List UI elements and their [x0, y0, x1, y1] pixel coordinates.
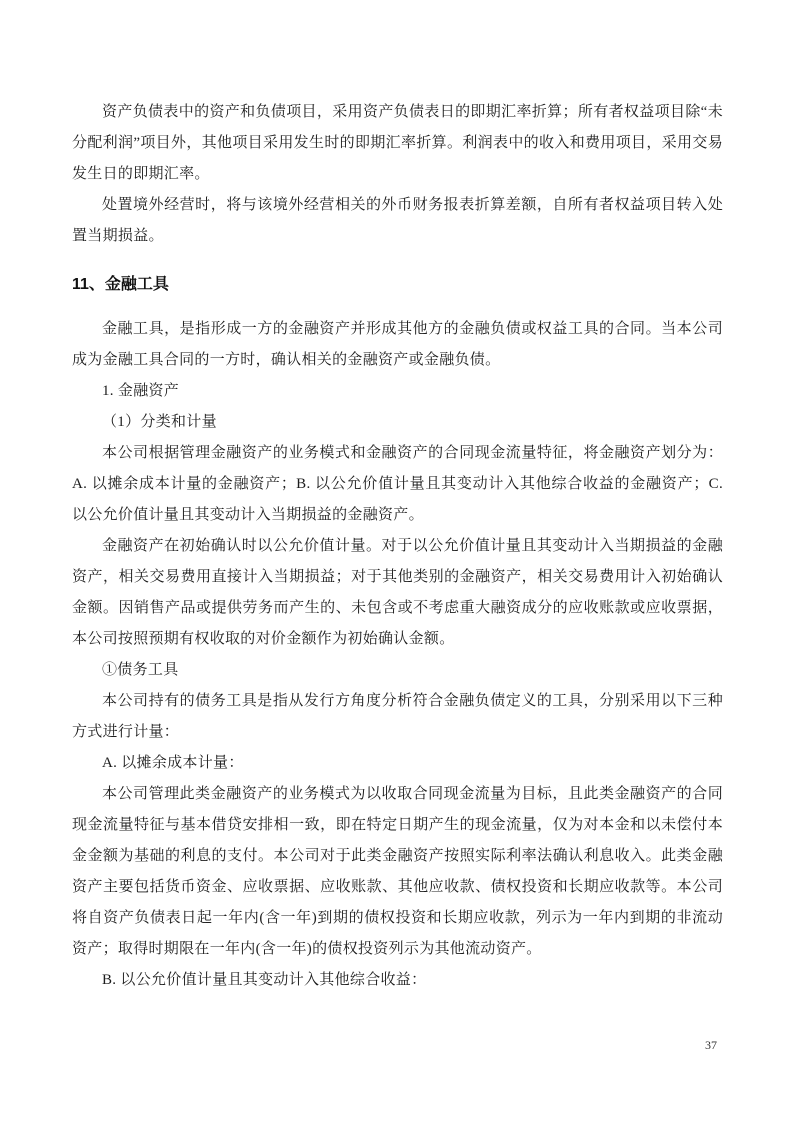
subsection-label: 1. 金融资产: [102, 383, 180, 399]
body-paragraph: 本公司持有的债务工具是指从发行方角度分析符合金融负债定义的工具，分别采用以下三种方式进行计量：: [72, 693, 723, 740]
body-paragraph: 金融工具，是指形成一方的金融资产并形成其他方的金融负债或权益工具的合同。当本公司成为金融工具合同的一方时，确认相关的金融资产或金融负债。: [72, 321, 723, 368]
subsection-label: A. 以摊余成本计量：: [102, 755, 244, 771]
subsection-label: B. 以公允价值计量且其变动计入其他综合收益：: [102, 972, 427, 988]
body-paragraph: 金融资产在初始确认时以公允价值计量。对于以公允价值计量且其变动计入当期损益的金融资产，相关交易费用直接计入当期损益；对于其他类别的金融资产，相关交易费用计入初始确认金额。因销售产品或提供劳务而产生的、未包含或不考虑重大融资成分的应收账款或应收票据，本公司按照预期有权收取的对价金额作为初始确认金额。: [72, 538, 723, 647]
body-paragraph: 资产负债表中的资产和负债项目，采用资产负债表日的即期汇率折算；所有者权益项目除“未分配利润”项目外，其他项目采用发生时的即期汇率折算。利润表中的收入和费用项目，采用交易发生日的即期汇率。: [72, 104, 723, 182]
section-heading: 11、金融工具: [72, 276, 169, 293]
document-body: [72, 97, 723, 996]
page-number: 37: [705, 1038, 717, 1052]
body-paragraph: 处置境外经营时，将与该境外经营相关的外币财务报表折算差额，自所有者权益项目转入处置当期损益。: [72, 197, 723, 244]
body-paragraph: 本公司根据管理金融资产的业务模式和金融资产的合同现金流量特征，将金融资产划分为：A. 以摊余成本计量的金融资产；B. 以公允价值计量且其变动计入其他综合收益的金融资产；C. 以公允价值计量且其变动计入当期损益的金融资产。: [72, 445, 723, 523]
subsection-label: ①债务工具: [102, 662, 179, 678]
subsection-label: （1）分类和计量: [102, 414, 217, 430]
body-paragraph: 本公司管理此类金融资产的业务模式为以收取合同现金流量为目标，且此类金融资产的合同现金流量特征与基本借贷安排相一致，即在特定日期产生的现金流量，仅为对本金和以未偿付本金金额为基础的利息的支付。本公司对于此类金融资产按照实际利率法确认利息收入。此类金融资产主要包括货币资金、应收票据、应收账款、其他应收款、债权投资和长期应收款等。本公司将自资产负债表日起一年内(含一年)到期的债权投资和长期应收款，列示为一年内到期的非流动资产；取得时期限在一年内(含一年)的债权投资列示为其他流动资产。: [72, 786, 723, 957]
